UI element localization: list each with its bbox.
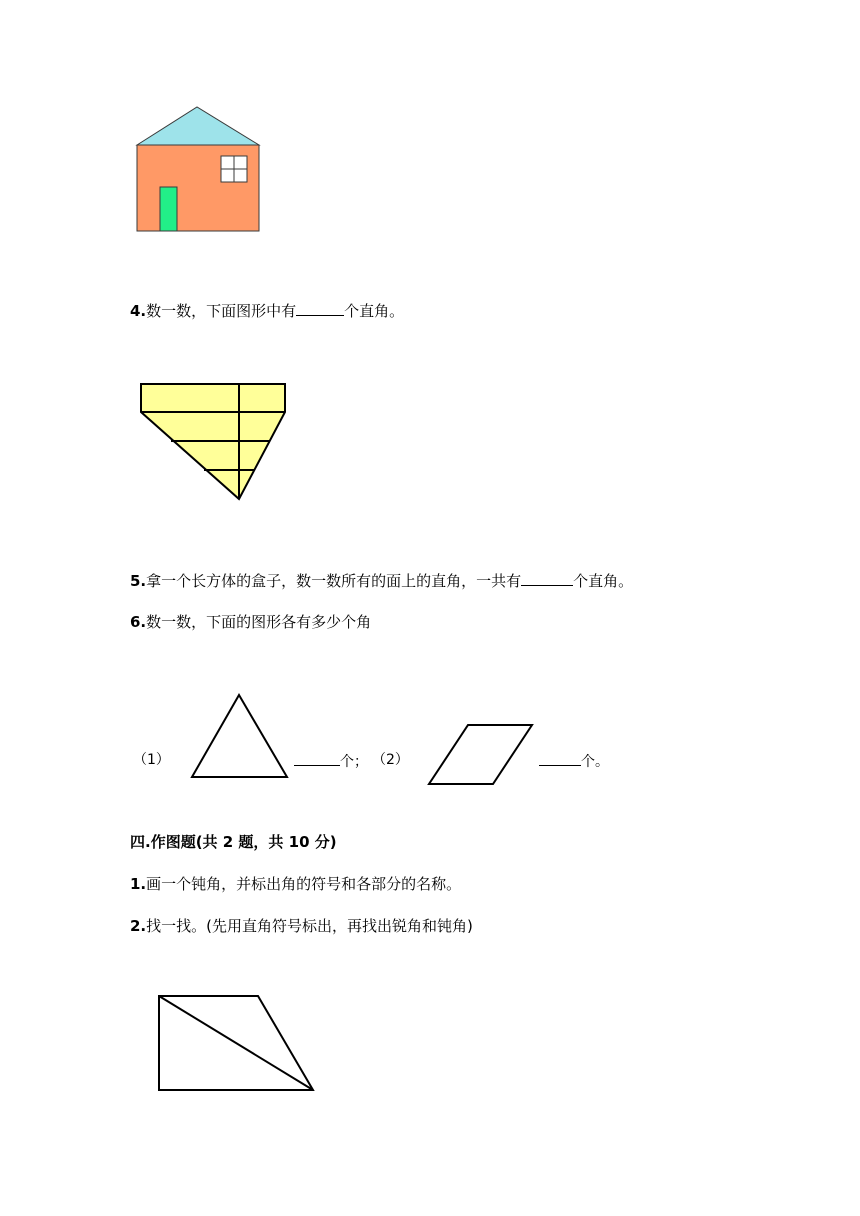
question-number: 1. bbox=[130, 875, 147, 893]
question-text: 拿一个长方体的盒子，数一数所有的面上的直角，一共有 bbox=[146, 572, 522, 590]
question-number: 2. bbox=[130, 917, 147, 935]
question-number: 4. bbox=[130, 302, 147, 320]
answer-suffix: 个。 bbox=[581, 754, 609, 770]
answer-suffix: 个； bbox=[340, 754, 368, 770]
question-number: 5. bbox=[130, 572, 147, 590]
question-text: 数一数，下面的图形各有多少个角 bbox=[146, 613, 372, 631]
trapezoid-diagonal bbox=[159, 996, 313, 1090]
question-text: 画一个钝角，并标出角的符号和各部分的名称。 bbox=[146, 875, 462, 893]
section-title: 四.作图题(共 2 题，共 10 分) bbox=[130, 833, 337, 851]
question-number: 6. bbox=[130, 613, 147, 631]
sub-label-1: （1） bbox=[133, 752, 170, 768]
question-text-suffix: 个直角。 bbox=[573, 572, 634, 590]
sub-label-2: （2） bbox=[372, 752, 409, 768]
question-text: 找一找。(先用直角符号标出，再找出锐角和钝角) bbox=[146, 917, 473, 935]
question-text: 数一数，下面图形中有 bbox=[146, 302, 297, 320]
question-text-suffix: 个直角。 bbox=[344, 302, 405, 320]
